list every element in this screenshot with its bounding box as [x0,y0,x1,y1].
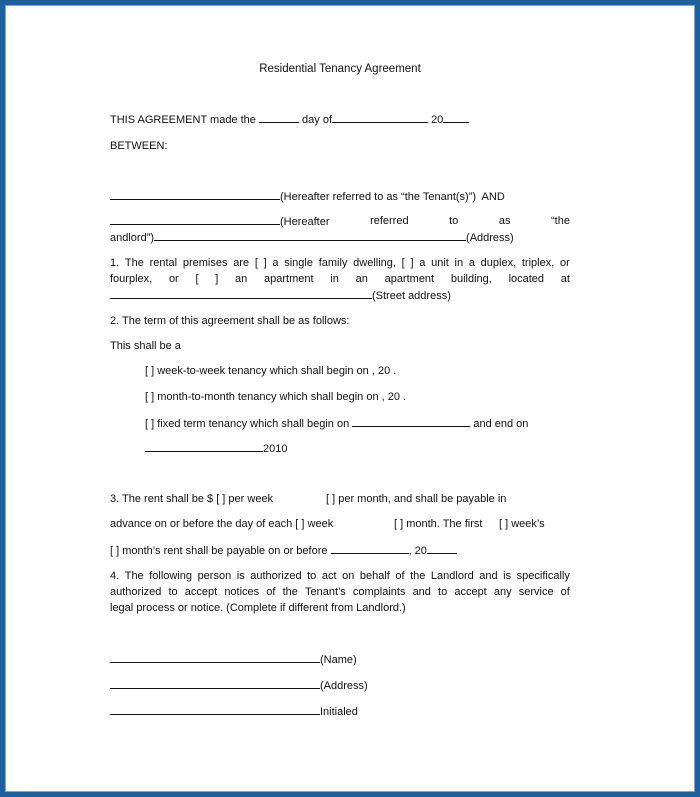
clause-word: ] [215,273,219,285]
fixed-term-label: [ ] fixed term tenancy which shall begin on [145,418,350,430]
clause-word: specifically [516,570,570,582]
clause-word: and [479,570,498,582]
landlord-label: andlord”) [110,232,155,244]
clause-word: notices [224,586,260,598]
clause-word: on [342,570,355,582]
clause-word: ] [410,257,414,269]
clause-word: a [419,257,426,269]
clause-word: apartment [384,273,435,285]
clause-word: and [412,586,431,598]
authorized-name-label: (Name) [320,654,357,666]
landlord-name-segment [110,214,330,229]
clause-4-line-1 [110,569,570,583]
tenant-line [110,189,505,204]
clause-word: to [168,586,178,598]
clause-word: Tenant’s [304,586,346,598]
address-label: (Address) [466,232,514,244]
clause-word: are [233,257,250,269]
clause-word: a [468,257,475,269]
clause-word: 1. [110,257,120,269]
due-year-label: , 20 [408,545,427,557]
fixed-end-year: 2010 [263,443,288,455]
clause-word: dwelling, [353,257,396,269]
made-prefix: THIS AGREEMENT made the [110,114,256,126]
clause-word: the [410,570,426,582]
clause-word: Landlord [430,570,474,582]
fixed-term-option[interactable] [145,416,528,431]
month-to-month-option[interactable]: [ ] month-to-month tenancy which shall begin on , 20 . [145,391,407,403]
clause-word: located [508,273,545,285]
rent-per-month-option[interactable]: [ ] per month, and shall be payable in [326,493,507,505]
clause-word: accept [184,586,218,598]
authorized-name-blank[interactable] [110,652,320,663]
clause-word: single [284,257,313,269]
clause-word: at [560,273,570,285]
clause-word: any [493,586,512,598]
clause-word: 4. [110,570,120,582]
clause-word: fourplex, [110,273,153,285]
document-title: Residential Tenancy Agreement [259,63,421,75]
fixed-end-label: and end on [473,418,529,430]
fixed-end-line [145,441,287,456]
clause-word: family [318,257,348,269]
clause-4-line-2 [110,585,570,599]
clause-word: triplex, [521,257,555,269]
rent-advance-line: advance on or before the day of each [ ] week [110,518,334,530]
clause-word: is [503,570,512,582]
clause-4-line-3: legal process or notice. (Complete if different from Landlord.) [110,602,406,614]
clause-word: [ [401,257,405,269]
clause-1-line-1 [110,256,570,270]
clause-word: an [355,273,368,285]
clause-1-line-3 [110,288,451,303]
clause-1-line-2 [110,272,570,286]
clause-word: the [282,586,298,598]
initialed-label: Initialed [320,706,358,718]
initialed-line [110,704,358,719]
clause-word: authorized [250,570,302,582]
clause-word: apartment [264,273,314,285]
landlord-word: (Hereafter [280,216,330,228]
due-year-blank[interactable] [427,543,457,554]
first-rent-due-line [110,543,457,558]
agreement-date-line [110,112,469,127]
first-rent-due-label: [ ] month’s rent shall be payable on or before [110,545,328,557]
clause-word: service [518,586,554,598]
authorized-address-label: (Address) [320,680,368,692]
landlord-word: to [449,215,459,227]
landlord-word: “the [551,215,570,227]
fixed-start-blank[interactable] [352,416,470,427]
authorized-address-line [110,678,368,693]
clause-word: act [321,570,337,582]
clause-word: of [560,586,570,598]
due-date-blank[interactable] [331,543,409,554]
landlord-line-2 [110,230,514,245]
clause-word: or [560,257,570,269]
year-blank[interactable] [443,112,469,123]
clause-word: The [124,570,144,582]
day-of-label: day of [302,114,332,126]
first-month-option[interactable]: [ ] month. The first [394,518,483,530]
clause-word: of [395,570,405,582]
between-label: BETWEEN: [110,140,168,152]
clause-word: of [266,586,276,598]
rent-amount-line: 3. The rent shall be $ [ ] per week [110,493,274,505]
clause-word: an [235,273,248,285]
landlord-word: as [498,215,511,227]
landlord-line-1 [110,214,570,229]
clause-word: a [272,257,279,269]
clause-word: to [307,570,317,582]
clause-word: [ [195,273,199,285]
clause-word: person [197,570,232,582]
initialed-blank[interactable] [110,704,320,715]
clause-word: complaints [352,586,406,598]
month-blank[interactable] [332,112,428,123]
tenant-name-blank[interactable] [110,189,280,200]
clause-word: authorized [110,586,162,598]
clause-word: unit [431,257,449,269]
authorized-name-line [110,652,357,667]
street-address-blank[interactable] [110,288,372,299]
clause-word: following [149,570,193,582]
clause-word: accept [454,586,487,598]
clause-2-heading: 2. The term of this agreement shall be as follows: [110,315,350,327]
clause-word: The [124,257,144,269]
clause-word: behalf [359,570,390,582]
clause-word: ] [263,257,267,269]
landlord-name-blank[interactable] [110,214,280,225]
clause-word: or [168,273,179,285]
landlord-address-blank[interactable] [154,230,466,241]
clause-word: is [236,570,245,582]
clause-word: duplex, [480,257,517,269]
week-to-week-option[interactable]: [ ] week-to-week tenancy which shall begin on , 20 . [145,365,397,377]
clause-word: building, [450,273,492,285]
year-prefix: 20 [431,114,444,126]
first-week-option[interactable]: [ ] week’s [499,518,545,530]
shall-be-label: This shall be a [110,340,181,352]
clause-word: rental [149,257,178,269]
street-address-label: (Street address) [372,290,451,302]
authorized-address-blank[interactable] [110,678,320,689]
tenant-label: (Hereafter referred to as “the Tenant(s)”) AND [280,191,505,203]
day-blank[interactable] [259,112,299,123]
clause-word: in [454,257,464,269]
fixed-end-blank[interactable] [145,441,263,452]
landlord-word: referred [370,215,409,227]
clause-word: [ [254,257,258,269]
clause-word: to [438,586,448,598]
clause-word: premises [182,257,228,269]
clause-word: in [330,273,339,285]
